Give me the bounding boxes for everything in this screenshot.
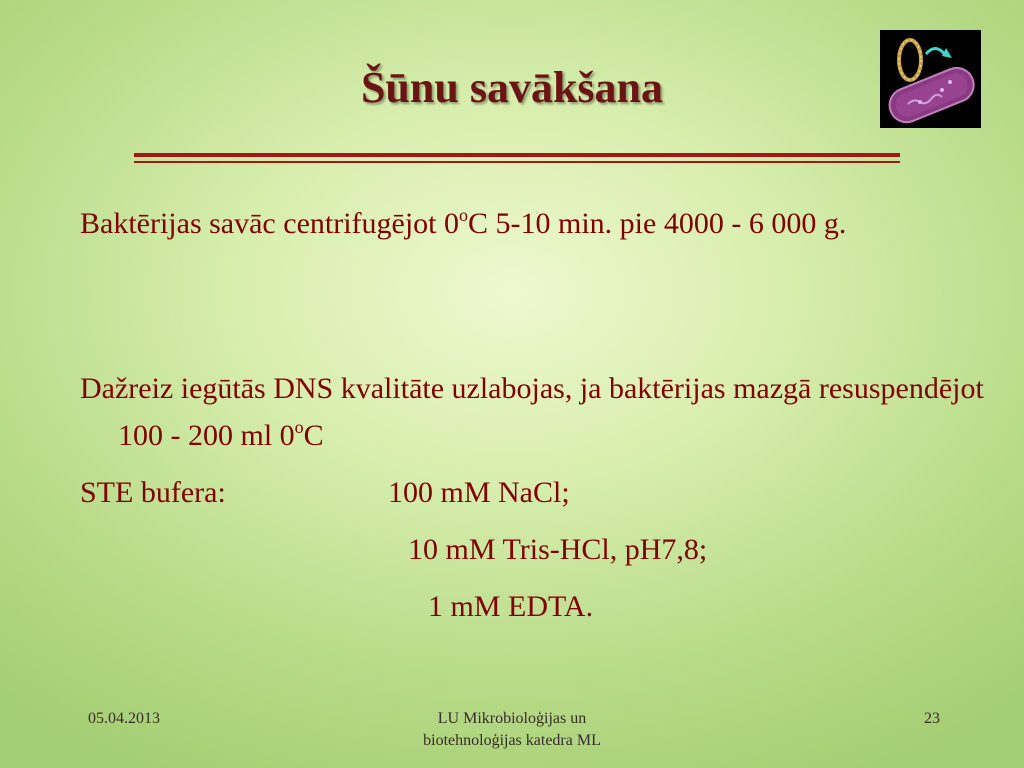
bacterium-plasmid-icon [880,30,981,128]
buffer-item-edta: 1 mM EDTA. [428,590,594,623]
paragraph-wash [80,365,998,459]
slide-title: Šūnu savākšana [360,63,664,112]
title-divider-thin [134,161,900,163]
buffer-item-nacl: 100 mM NaCl; [388,476,570,509]
footer-organization [362,708,662,752]
p1-text-a: Baktērijas savāc centrifugējot 0 [80,207,460,240]
p2-degree: o [294,417,304,437]
paragraph-harvest [80,200,998,247]
p1-degree: o [459,205,469,225]
buffer-item-tris: 10 mM Tris-HCl, pH7,8; [408,533,708,566]
p2-text-b: C [303,419,324,452]
footer-org-line2: biotehnoloģijas katedra ML [423,732,601,749]
slide-number: 23 [924,710,940,727]
p1-text-b: C 5-10 min. pie 4000 - 6 000 g. [468,207,847,240]
title-divider [134,153,900,157]
ste-label: STE bufera: [80,476,226,509]
footer-date: 05.04.2013 [88,710,160,727]
p2-text-a: Dažreiz iegūtās DNS kvalitāte uzlabojas, ja baktērijas mazgā resuspendējot 100 - 200 ml 0 [80,372,984,452]
footer-org-line1: LU Mikrobioloģijas un [437,710,587,727]
